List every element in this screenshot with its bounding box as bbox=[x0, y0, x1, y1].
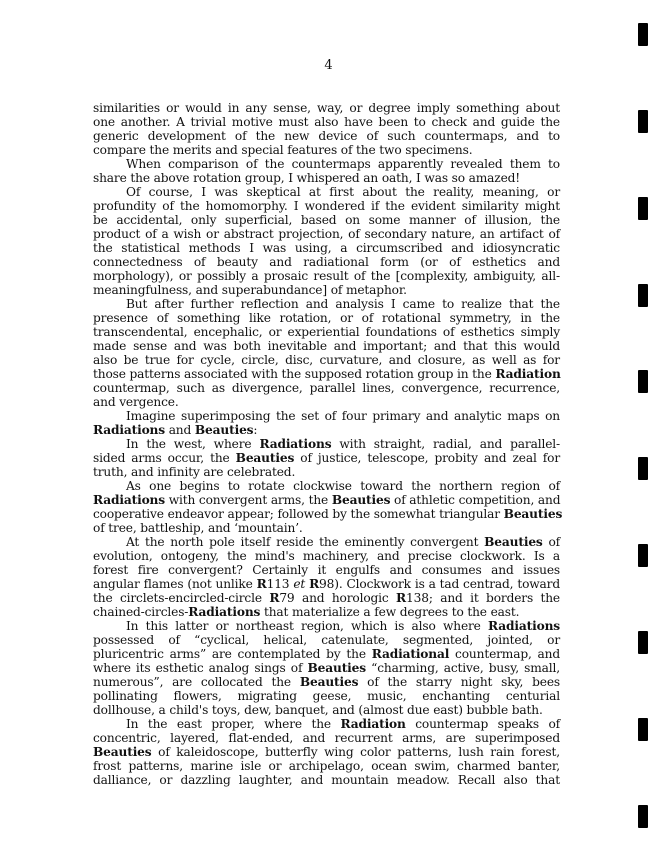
text-run: product of a wish or abstract projection, of secondary nature, an artifact of bbox=[93, 227, 560, 241]
text-run: countermap speaks of bbox=[405, 717, 560, 731]
text-run: In the east proper, where the bbox=[126, 717, 341, 731]
page-number: 4 bbox=[324, 58, 333, 73]
text-run: When comparison of the countermaps apparently revealed them to bbox=[126, 157, 560, 171]
italic-term: et bbox=[293, 577, 306, 591]
text-run: pluricentric arms” are contemplated by the bbox=[93, 647, 372, 661]
text-line bbox=[93, 129, 560, 143]
text-line bbox=[93, 101, 560, 115]
text-line bbox=[93, 591, 560, 605]
text-line bbox=[93, 171, 560, 185]
bold-term: Radiation bbox=[340, 717, 406, 731]
text-run: Of course, I was skeptical at first about the reality, meaning, or bbox=[126, 185, 560, 199]
text-run: 138; and it borders the bbox=[406, 591, 560, 605]
bold-term: R bbox=[396, 591, 407, 605]
margin-mark bbox=[638, 284, 648, 307]
bold-term: Radiations bbox=[259, 437, 332, 451]
text-line bbox=[93, 255, 560, 269]
text-line bbox=[93, 409, 560, 423]
margin-mark bbox=[638, 197, 648, 220]
bold-term: Beauties bbox=[331, 493, 391, 507]
text-run: meaningfulness, and superabundance] of metaphor. bbox=[93, 283, 407, 297]
text-line bbox=[93, 381, 560, 395]
text-line bbox=[93, 269, 560, 283]
margin-mark bbox=[638, 544, 648, 567]
text-run: with convergent arms, the bbox=[164, 493, 332, 507]
text-run: of kaleidoscope, butterfly wing color patterns, lush rain forest, bbox=[151, 745, 560, 759]
text-line bbox=[93, 703, 560, 717]
text-line bbox=[93, 731, 560, 745]
text-run: pollinating flowers, migrating geese, music, enchanting centurial bbox=[93, 689, 560, 703]
text-run: In the west, where bbox=[126, 437, 260, 451]
text-line bbox=[93, 577, 560, 591]
text-run: As one begins to rotate clockwise toward the northern region of bbox=[126, 479, 560, 493]
bold-term: Beauties bbox=[299, 675, 359, 689]
bold-term: Beauties bbox=[503, 507, 563, 521]
text-line bbox=[93, 143, 560, 157]
bold-term: R bbox=[269, 591, 280, 605]
text-line bbox=[93, 297, 560, 311]
margin-mark bbox=[638, 23, 648, 46]
text-line bbox=[93, 227, 560, 241]
text-line bbox=[93, 675, 560, 689]
text-line bbox=[93, 773, 560, 787]
bold-term: Beauties bbox=[93, 745, 152, 759]
text-line bbox=[93, 185, 560, 199]
text-run: truth, and infinity are celebrated. bbox=[93, 465, 296, 479]
text-line bbox=[93, 535, 560, 549]
text-run: presence of something like rotation, or of rotational symmetry, in the bbox=[93, 311, 560, 325]
margin-mark bbox=[638, 631, 648, 654]
text-line bbox=[93, 479, 560, 493]
text-line bbox=[93, 717, 560, 731]
text-run: with straight, radial, and parallel- bbox=[331, 437, 560, 451]
text-run: concentric, layered, flat-ended, and recurrent arms, are superimposed bbox=[93, 731, 560, 745]
margin-mark bbox=[638, 110, 648, 133]
text-line bbox=[93, 311, 560, 325]
bold-term: Radiations bbox=[93, 493, 165, 507]
bold-term: Beauties bbox=[235, 451, 295, 465]
text-run: sided arms occur, the bbox=[93, 451, 236, 465]
text-run: the statistical methods I was using, a circumscribed and idiosyncratic bbox=[93, 241, 560, 255]
margin-mark bbox=[638, 718, 648, 741]
text-run: be accidental, only superficial, based on some manner of illusion, the bbox=[93, 213, 560, 227]
text-run: numerous”, are collocated the bbox=[93, 675, 300, 689]
text-run: 79 and horologic bbox=[279, 591, 397, 605]
bold-term: Beauties bbox=[194, 423, 254, 437]
text-line bbox=[93, 395, 560, 409]
text-line bbox=[93, 633, 560, 647]
text-line bbox=[93, 199, 560, 213]
body-text bbox=[93, 101, 563, 787]
text-run: frost patterns, marine isle or archipelago, ocean swim, charmed banter, bbox=[93, 759, 560, 773]
text-line bbox=[93, 325, 560, 339]
text-run: 98). Clockwork is a tad centrad, toward bbox=[319, 577, 560, 591]
text-run: Imagine superimposing the set of four primary and analytic maps on bbox=[126, 409, 560, 423]
text-run: angular flames (not unlike bbox=[93, 577, 257, 591]
text-line bbox=[93, 661, 560, 675]
text-run: of justice, telescope, probity and zeal for bbox=[294, 451, 560, 465]
text-run: similarities or would in any sense, way, or degree imply something about bbox=[93, 101, 560, 115]
text-run: generic development of the new device of such countermaps, and to bbox=[93, 129, 560, 143]
text-run: evolution, ontogeny, the mind's machinery, and precise clockwork. Is a bbox=[93, 549, 560, 563]
text-run: forest fire convergent? Certainly it engulfs and consumes and issues bbox=[93, 563, 560, 577]
text-line bbox=[93, 367, 560, 381]
bold-term: Beauties bbox=[307, 661, 366, 675]
text-run: But after further reflection and analysis I came to realize that the bbox=[126, 297, 560, 311]
text-run: 113 bbox=[266, 577, 294, 591]
text-run: those patterns associated with the supposed rotation group in the bbox=[93, 367, 496, 381]
text-run: also be true for cycle, circle, disc, curvature, and closure, as well as for bbox=[93, 353, 560, 367]
text-run: transcendental, encephalic, or experiential foundations of esthetics simply bbox=[93, 325, 560, 339]
bold-term: R bbox=[256, 577, 267, 591]
text-run: and vergence. bbox=[93, 395, 179, 409]
text-run: of tree, battleship, and ‘mountain’. bbox=[93, 521, 303, 535]
text-line bbox=[93, 745, 560, 759]
bold-term: Radiations bbox=[488, 619, 560, 633]
text-line bbox=[93, 507, 563, 521]
text-line bbox=[93, 689, 560, 703]
text-line bbox=[93, 437, 560, 451]
text-run: cooperative endeavor appear; followed by the somewhat triangular bbox=[93, 507, 504, 521]
text-run: of the starry night sky, bees bbox=[358, 675, 560, 689]
text-run: that materialize a few degrees to the east. bbox=[260, 605, 520, 619]
text-line bbox=[93, 213, 560, 227]
text-run: made sense and was both inevitable and important; and that this would bbox=[93, 339, 560, 353]
text-line bbox=[93, 423, 560, 437]
bold-term: Radiations bbox=[188, 605, 261, 619]
text-run: of athletic competition, and bbox=[390, 493, 561, 507]
text-line bbox=[93, 465, 560, 479]
margin-mark bbox=[638, 457, 648, 480]
text-run: In this latter or northeast region, which is also where bbox=[126, 619, 489, 633]
text-run: At the north pole itself reside the eminently convergent bbox=[126, 535, 485, 549]
text-run: chained-circles- bbox=[93, 605, 189, 619]
text-run: : bbox=[253, 423, 258, 437]
bold-term: Radiation bbox=[495, 367, 561, 381]
text-line bbox=[93, 283, 560, 297]
bold-term: Radiations bbox=[93, 423, 165, 437]
text-run: countermap, such as divergence, parallel lines, convergence, recurrence, bbox=[93, 381, 560, 395]
text-line bbox=[93, 647, 560, 661]
text-run: the circlets-encircled-circle bbox=[93, 591, 270, 605]
text-line bbox=[93, 549, 560, 563]
text-line bbox=[93, 605, 560, 619]
bold-term: R bbox=[309, 577, 320, 591]
text-line bbox=[93, 521, 560, 535]
text-run: where its esthetic analog sings of bbox=[93, 661, 308, 675]
text-run: profundity of the homomorphy. I wondered if the evident similarity might bbox=[93, 199, 560, 213]
text-line bbox=[93, 563, 560, 577]
text-line bbox=[93, 241, 560, 255]
text-run: possessed of “cyclical, helical, catenulate, segmented, jointed, or bbox=[93, 633, 560, 647]
text-line bbox=[93, 451, 560, 465]
text-line bbox=[93, 353, 560, 367]
text-line bbox=[93, 759, 560, 773]
margin-mark bbox=[638, 370, 648, 393]
text-line bbox=[93, 115, 560, 129]
text-run: “charming, active, busy, small, bbox=[365, 661, 560, 675]
text-run: compare the merits and special features of the two specimens. bbox=[93, 143, 473, 157]
text-line bbox=[93, 157, 560, 171]
text-run: dollhouse, a child's toys, dew, banquet, and (almost due east) bubble bath. bbox=[93, 703, 543, 717]
text-line bbox=[93, 619, 560, 633]
text-line bbox=[93, 493, 560, 507]
bold-term: Beauties bbox=[484, 535, 543, 549]
bold-term: Radiational bbox=[371, 647, 450, 661]
text-run: countermap, and bbox=[449, 647, 561, 661]
text-run: morphology), or possibly a prosaic result of the [complexity, ambiguity, all- bbox=[93, 269, 560, 283]
text-line bbox=[93, 339, 560, 353]
text-run: dalliance, or dazzling laughter, and mountain meadow. Recall also that bbox=[93, 773, 560, 787]
text-run: one another. A trivial motive must also have been to check and guide the bbox=[93, 115, 560, 129]
margin-mark bbox=[638, 805, 648, 828]
text-run: and bbox=[164, 423, 195, 437]
text-run: connectedness of beauty and radiational form (or of esthetics and bbox=[93, 255, 560, 269]
text-run: share the above rotation group, I whispered an oath, I was so amazed! bbox=[93, 171, 521, 185]
text-run: of bbox=[542, 535, 560, 549]
